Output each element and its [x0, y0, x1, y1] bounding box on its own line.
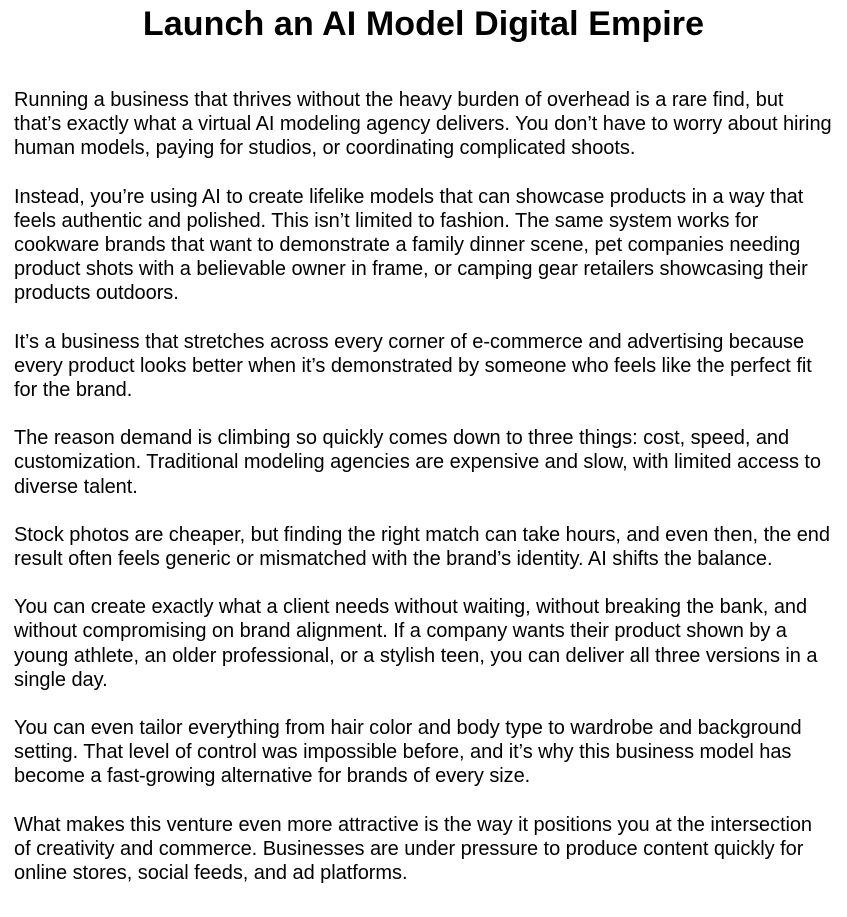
paragraph-2: Instead, you’re using AI to create lifelike models that can showcase products in a way that feels authentic and polished. This isn’t limited to fashion. The same system works for cookware brands that want to demonstrate a family dinner scene, pet companies needing product shots with a believable owner in frame, or camping gear retailers showcasing their products outdoors.: [14, 185, 808, 305]
paragraph-4: The reason demand is climbing so quickly comes down to three things: cost, speed, and customization. Traditional modeling agencies are expensive and slow, with limited access to diverse talent.: [14, 427, 821, 498]
paragraph-5: Stock photos are cheaper, but finding the right match can take hours, and even then, the end result often feels generic or mismatched with the brand’s identity. AI shifts the balance.: [14, 523, 830, 571]
document-body: [14, 88, 833, 885]
paragraph-1: Running a business that thrives without the heavy burden of overhead is a rare find, but that’s exactly what a virtual AI modeling agency delivers. You don’t have to worry about hiring human models, paying for studios, or coordinating complicated shoots.: [14, 89, 832, 160]
paragraph-6: You can create exactly what a client needs without waiting, without breaking the bank, and without compromising on brand alignment. If a company wants their product shown by a young athlete, an older professional, or a stylish teen, you can deliver all three versions in a single day.: [14, 596, 818, 691]
paragraph-8: What makes this venture even more attractive is the way it positions you at the intersection of creativity and commerce. Businesses are under pressure to produce content quickly for online stores, social feeds, and ad platforms.: [14, 813, 812, 885]
document-title: Launch an AI Model Digital Empire: [142, 5, 705, 43]
paragraph-3: It’s a business that stretches across every corner of e-commerce and advertising because every product looks better when it’s demonstrated by someone who feels like the perfect fit for the brand.: [14, 330, 812, 402]
paragraph-7: You can even tailor everything from hair color and body type to wardrobe and background setting. That level of control was impossible before, and it’s why this business model has become a fast-growing alternative for brands of every size.: [14, 717, 802, 788]
